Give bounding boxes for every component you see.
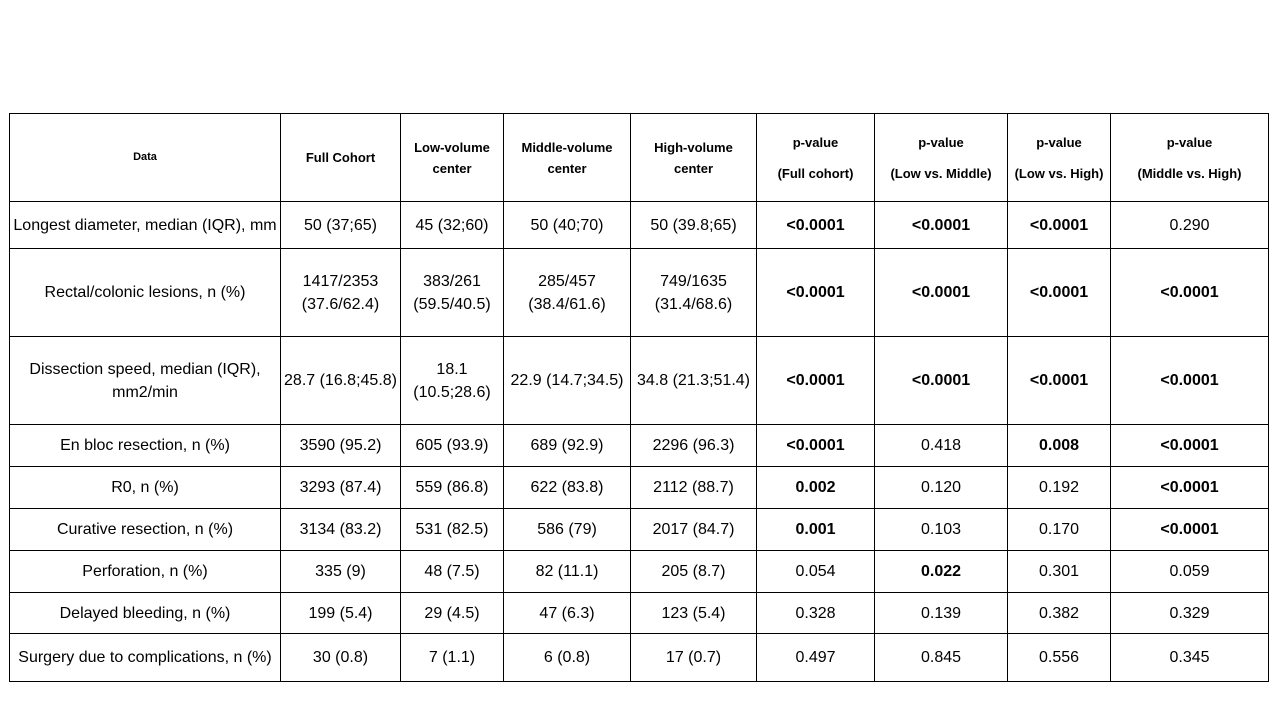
- table-row: [10, 593, 1269, 634]
- table-cell: 205 (8.7): [631, 551, 757, 593]
- table-cell: 2017 (84.7): [631, 509, 757, 551]
- table-cell: 531 (82.5): [401, 509, 504, 551]
- header-p-middle-vs-high: p-value (Middle vs. High): [1111, 114, 1269, 202]
- table-cell: 0.059: [1111, 551, 1269, 593]
- row-label: Longest diameter, median (IQR), mm: [10, 202, 281, 249]
- table-cell: 7 (1.1): [401, 634, 504, 682]
- table-cell: 622 (83.8): [504, 467, 631, 509]
- table-cell: 0.008: [1008, 425, 1111, 467]
- table-cell: 749/1635 (31.4/68.6): [631, 249, 757, 337]
- table-cell: 199 (5.4): [281, 593, 401, 634]
- table-cell: 0.001: [757, 509, 875, 551]
- table-cell: 1417/2353 (37.6/62.4): [281, 249, 401, 337]
- table-cell: 18.1 (10.5;28.6): [401, 337, 504, 425]
- row-label: En bloc resection, n (%): [10, 425, 281, 467]
- header-middle-volume: Middle-volume center: [504, 114, 631, 202]
- table-row: [10, 425, 1269, 467]
- table-cell: 50 (39.8;65): [631, 202, 757, 249]
- table-cell: 0.170: [1008, 509, 1111, 551]
- table-cell: 559 (86.8): [401, 467, 504, 509]
- table-cell: 0.556: [1008, 634, 1111, 682]
- table-row: [10, 337, 1269, 425]
- table-cell: 3134 (83.2): [281, 509, 401, 551]
- table-cell: 30 (0.8): [281, 634, 401, 682]
- table-cell: 0.002: [757, 467, 875, 509]
- table-cell: <0.0001: [1008, 202, 1111, 249]
- header-p-full-cohort: p-value (Full cohort): [757, 114, 875, 202]
- table-row: [10, 634, 1269, 682]
- table-row: [10, 202, 1269, 249]
- table-cell: 586 (79): [504, 509, 631, 551]
- table-cell: 0.139: [875, 593, 1008, 634]
- table-cell: 0.329: [1111, 593, 1269, 634]
- table-cell: <0.0001: [875, 337, 1008, 425]
- table-cell: 82 (11.1): [504, 551, 631, 593]
- table-cell: 0.290: [1111, 202, 1269, 249]
- table-cell: 17 (0.7): [631, 634, 757, 682]
- table-cell: 0.418: [875, 425, 1008, 467]
- header-p-low-vs-middle: p-value (Low vs. Middle): [875, 114, 1008, 202]
- table-cell: 0.328: [757, 593, 875, 634]
- table-cell: 0.345: [1111, 634, 1269, 682]
- table-cell: 689 (92.9): [504, 425, 631, 467]
- table-cell: <0.0001: [1111, 467, 1269, 509]
- row-label: Dissection speed, median (IQR), mm2/min: [10, 337, 281, 425]
- header-p-low-vs-high: p-value (Low vs. High): [1008, 114, 1111, 202]
- table-cell: 3590 (95.2): [281, 425, 401, 467]
- table-cell: <0.0001: [1008, 337, 1111, 425]
- table-cell: 6 (0.8): [504, 634, 631, 682]
- table-cell: 0.382: [1008, 593, 1111, 634]
- row-label: Surgery due to complications, n (%): [10, 634, 281, 682]
- table-cell: 0.192: [1008, 467, 1111, 509]
- table-cell: 0.301: [1008, 551, 1111, 593]
- row-label: Delayed bleeding, n (%): [10, 593, 281, 634]
- table-cell: 0.497: [757, 634, 875, 682]
- table-cell: 2296 (96.3): [631, 425, 757, 467]
- table-cell: 29 (4.5): [401, 593, 504, 634]
- table-cell: <0.0001: [757, 425, 875, 467]
- table-cell: 0.845: [875, 634, 1008, 682]
- table-cell: 34.8 (21.3;51.4): [631, 337, 757, 425]
- table-cell: 45 (32;60): [401, 202, 504, 249]
- table-cell: 50 (40;70): [504, 202, 631, 249]
- table-cell: 605 (93.9): [401, 425, 504, 467]
- table-cell: <0.0001: [875, 249, 1008, 337]
- header-low-volume: Low-volume center: [401, 114, 504, 202]
- table-cell: <0.0001: [1008, 249, 1111, 337]
- row-label: Perforation, n (%): [10, 551, 281, 593]
- table-cell: 123 (5.4): [631, 593, 757, 634]
- table-cell: 0.120: [875, 467, 1008, 509]
- table-row: [10, 467, 1269, 509]
- header-data: Data: [10, 114, 281, 202]
- table-row: [10, 551, 1269, 593]
- table-cell: <0.0001: [757, 249, 875, 337]
- table-cell: 50 (37;65): [281, 202, 401, 249]
- table-cell: <0.0001: [757, 202, 875, 249]
- row-label: R0, n (%): [10, 467, 281, 509]
- table-row: [10, 249, 1269, 337]
- table-cell: 0.103: [875, 509, 1008, 551]
- table-cell: 48 (7.5): [401, 551, 504, 593]
- table-cell: <0.0001: [1111, 509, 1269, 551]
- table-cell: <0.0001: [757, 337, 875, 425]
- table-cell: 335 (9): [281, 551, 401, 593]
- row-label: Rectal/colonic lesions, n (%): [10, 249, 281, 337]
- table-cell: 0.054: [757, 551, 875, 593]
- table-cell: 22.9 (14.7;34.5): [504, 337, 631, 425]
- table-cell: 383/261 (59.5/40.5): [401, 249, 504, 337]
- table-cell: <0.0001: [1111, 425, 1269, 467]
- table-cell: 2112 (88.7): [631, 467, 757, 509]
- table-cell: 28.7 (16.8;45.8): [281, 337, 401, 425]
- table-cell: 3293 (87.4): [281, 467, 401, 509]
- table-cell: 0.022: [875, 551, 1008, 593]
- table-cell: 285/457 (38.4/61.6): [504, 249, 631, 337]
- header-row: [10, 114, 1269, 202]
- header-full-cohort: Full Cohort: [281, 114, 401, 202]
- results-table: [9, 113, 1269, 682]
- header-high-volume: High-volume center: [631, 114, 757, 202]
- row-label: Curative resection, n (%): [10, 509, 281, 551]
- table-cell: <0.0001: [875, 202, 1008, 249]
- table-cell: <0.0001: [1111, 249, 1269, 337]
- table-cell: <0.0001: [1111, 337, 1269, 425]
- table-cell: 47 (6.3): [504, 593, 631, 634]
- table-row: [10, 509, 1269, 551]
